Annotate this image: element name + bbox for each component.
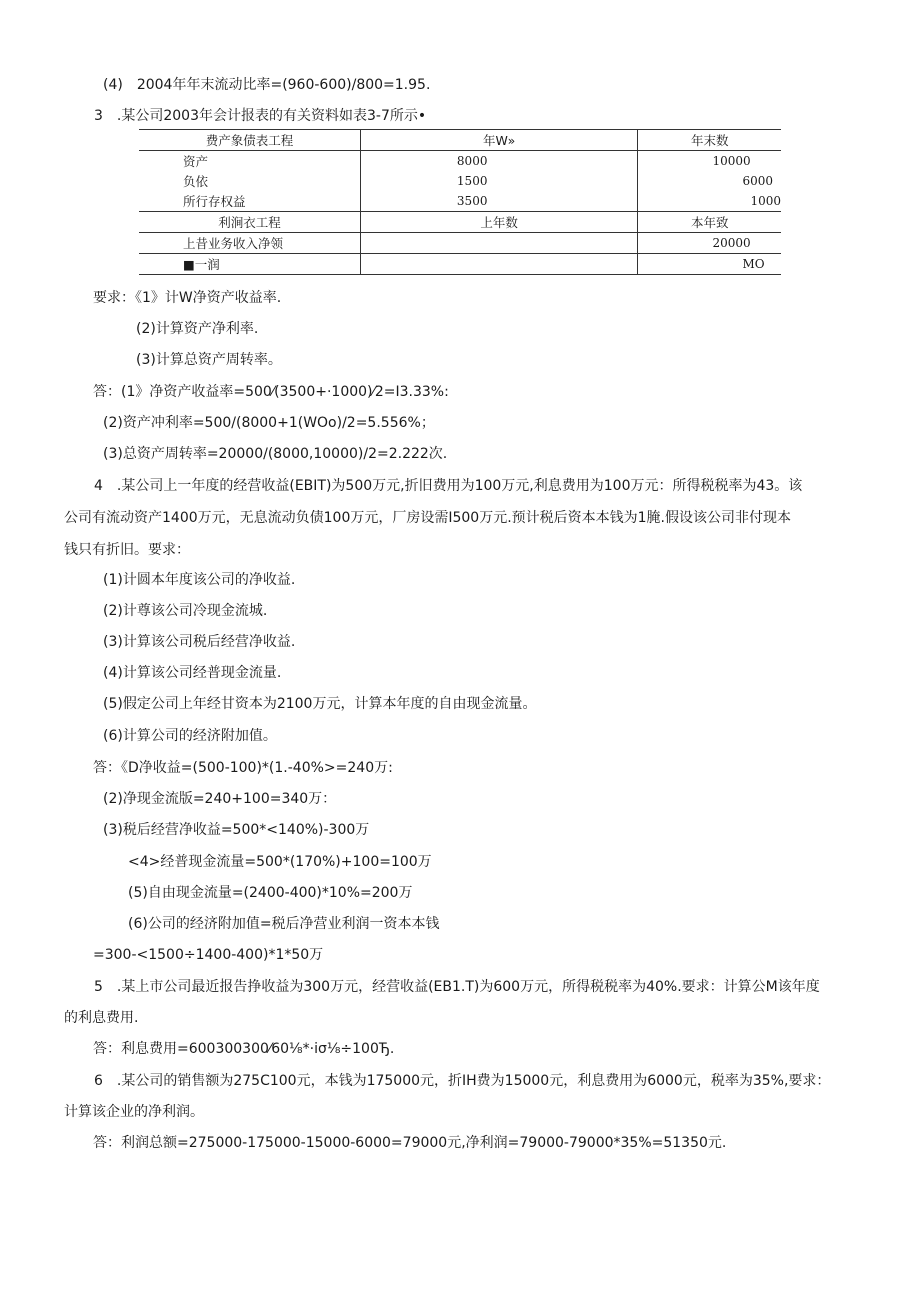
text-line: 答：利息费用=600300300⁄60⅛*·iσ⅛÷100Ђ. (93, 1041, 395, 1057)
text-line: 要求：《1》计W净资产收益率. (93, 290, 282, 306)
text-line: (5)假定公司上年经甘资本为2100万元，计算本年度的自由现金流量。 (103, 696, 537, 712)
text-line: (6)公司的经济附加值=税后净营业利润一资本本钱 (128, 916, 440, 932)
text-line: (3)计算该公司税后经营净收益. (103, 634, 296, 650)
text-line: (2)计算资产净利率. (136, 321, 259, 337)
text-line: 答：《D净收益=(500-100)*(1.-40%>=240万: (93, 760, 393, 776)
text-line: (3)税后经营净收益=500*<140%)-300万 (103, 822, 370, 838)
question-4-title: 4 .某公司上一年度的经营收益(EBIT)为500万元,折旧费用为100万元,利息费用为100万元：所得税税率为43。该 (94, 478, 803, 494)
table-row (139, 171, 781, 191)
table-cell: 1000 (638, 191, 781, 212)
table-cell: 3500 (360, 191, 638, 212)
table-row (139, 233, 781, 254)
text-line: 的利息费用. (64, 1010, 139, 1026)
text-line: (3)总资产周转率=20000/(8000,10000)/2=2.222次. (103, 446, 448, 462)
table-row (139, 151, 781, 172)
text-line: (5)自由现金流量=(2400-400)*10%=200万 (128, 885, 413, 901)
table-cell (360, 233, 638, 254)
text-line: =300-<1500÷1400-400)*1*50万 (93, 947, 324, 963)
text-line: (2)资产冲利率=500/(8000+1(WOo)/2=5.556%； (103, 415, 435, 431)
question-3-title: 3 .某公司2003年会计报表的有关资料如表3-7所示• (94, 108, 427, 124)
table-header-cell: 年末数 (638, 130, 781, 151)
text-line: (3)计算总资产周转率。 (136, 352, 282, 368)
table-cell: 20000 (638, 233, 781, 254)
table-cell: MO (638, 254, 781, 275)
table-cell: 6000 (638, 171, 781, 191)
table-cell: 上昔业务收入净领 (139, 233, 360, 254)
question-5-title: 5 .某上市公司最近报告挣收益为300万元，经营收益(EB1.T)为600万元，所得税税率为40%.要求：计算公M该年度 (94, 979, 820, 995)
table-header-cell: 利涧衣工程 (139, 212, 360, 233)
text-line: (2)净现金流版=240+100=340万： (103, 791, 337, 807)
text-line: <4>经普现金流量=500*(170%)+100=100万 (128, 854, 432, 870)
text-line: (1)计圆本年度该公司的净收益. (103, 572, 296, 588)
text-line: (4) 2004年年末流动比率=(960-600)/800=1.95. (103, 77, 431, 93)
text-line: 公司有流动资产1400万元，无息流动负债100万元，厂房设需I500万元.预计税后资本本钱为1腌.假设该公司非付现本 (64, 510, 792, 526)
text-line: 答：(1》净资产收益率=500⁄(3500+·1000)⁄2=I3.33%: (93, 384, 449, 400)
table-header-cell: 本年致 (638, 212, 781, 233)
table-cell: 10000 (638, 151, 781, 172)
text-line: (2)计尊该公司冷现金流城. (103, 603, 268, 619)
table-row (139, 130, 781, 151)
text-line: (6)计算公司的经济附加值。 (103, 728, 277, 744)
table-cell (360, 254, 638, 275)
table-cell: 所行存权益 (183, 194, 246, 209)
table-cell: 资产 (139, 151, 360, 172)
table-header-cell: 费产象债表工程 (139, 130, 360, 151)
table-header-cell: 上年数 (360, 212, 638, 233)
table-row (139, 212, 781, 233)
table-cell: ■一润 (139, 254, 360, 275)
text-line: 答：利润总额=275000-175000-15000-6000=79000元,净利润=79000-79000*35%=51350元. (93, 1135, 727, 1151)
table-cell: 8000 (360, 151, 638, 172)
text-line: 计算该企业的净利润。 (64, 1104, 204, 1120)
text-line: 钱只有折旧。要求： (64, 542, 190, 558)
table-header-cell: 年W» (360, 130, 638, 151)
text-line: (4)计算该公司经普现金流量. (103, 665, 282, 681)
financial-data-table (139, 129, 781, 275)
table-cell: 负依 (183, 174, 209, 189)
table-row (139, 191, 781, 212)
question-6-title: 6 .某公司的销售额为275C100元，本钱为175000元，折IH费为15000元，利息费用为6000元，税率为35%,要求： (94, 1073, 831, 1089)
table-cell: 1500 (360, 171, 638, 191)
table-row (139, 254, 781, 275)
